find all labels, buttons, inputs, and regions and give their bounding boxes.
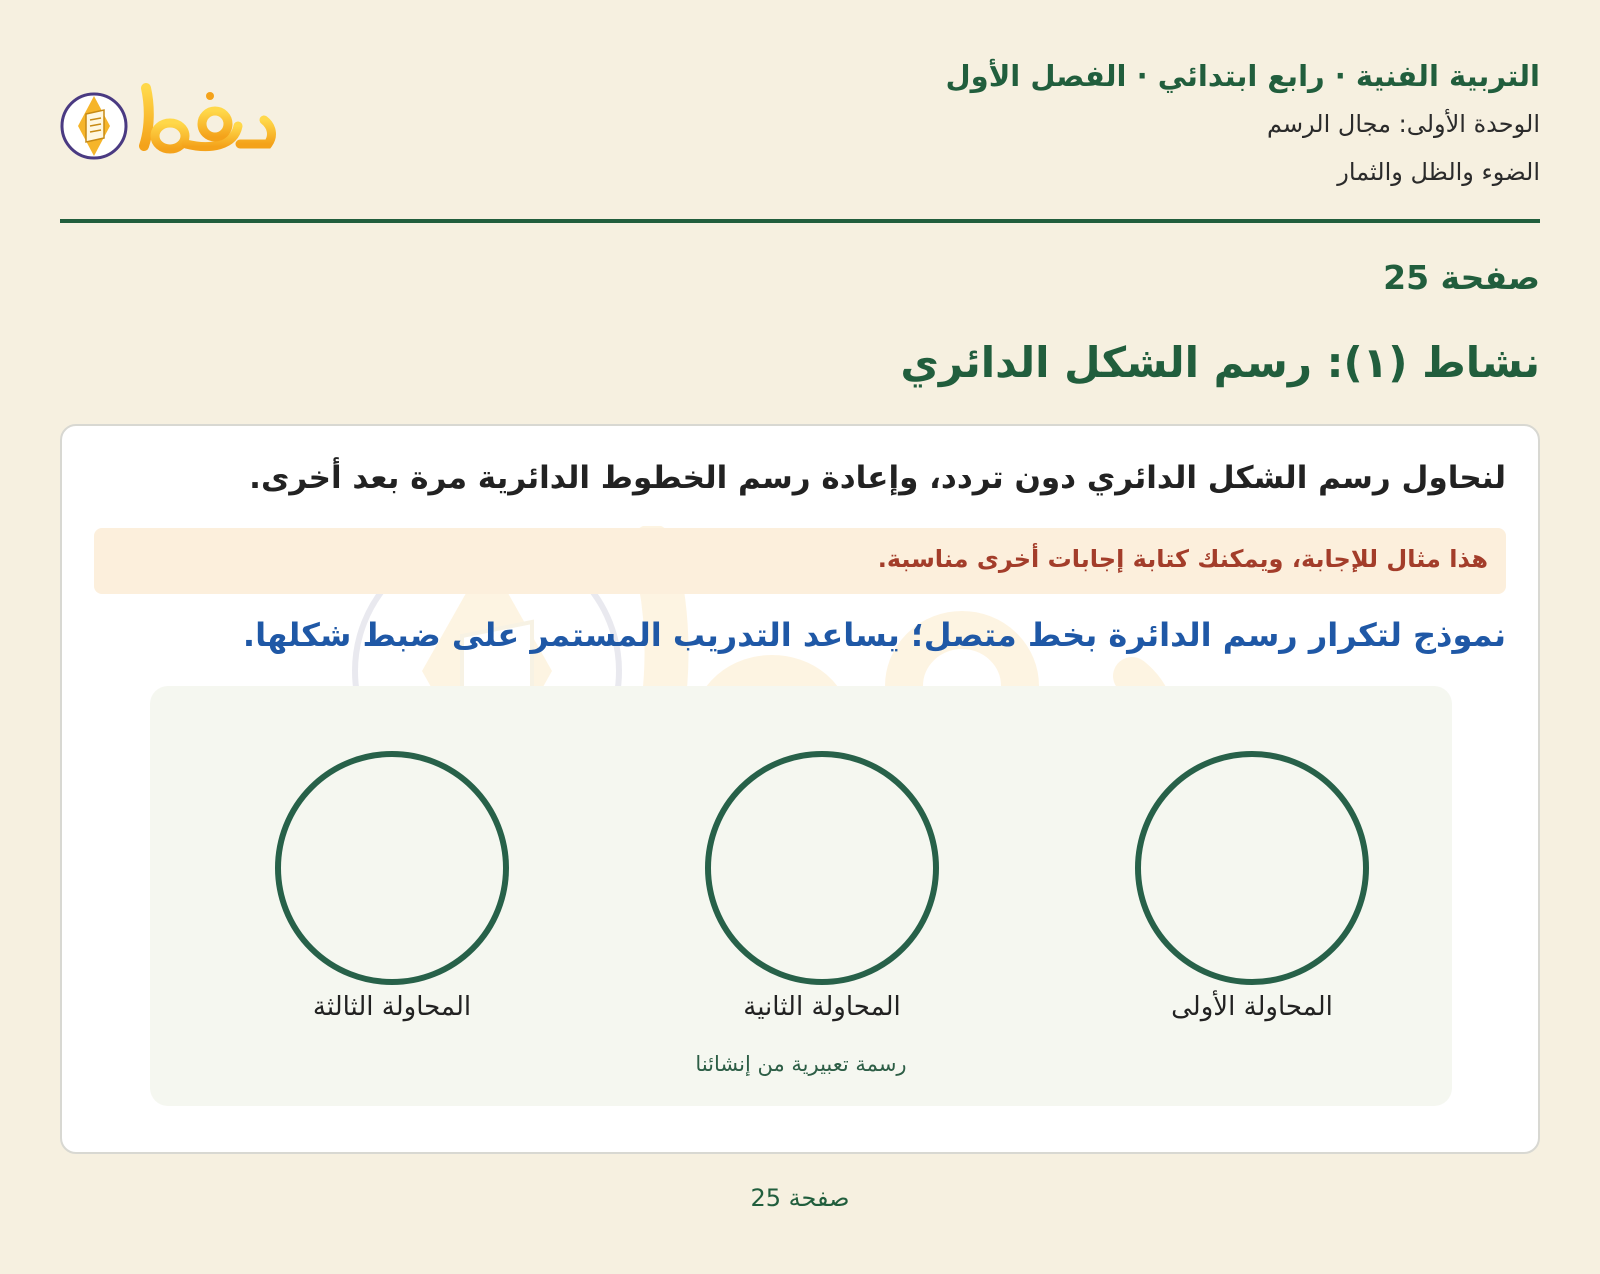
attempt-label: المحاولة الأولى bbox=[1171, 992, 1333, 1022]
activity-title: نشاط (١): رسم الشكل الدائري bbox=[900, 338, 1540, 387]
worksheet-page bbox=[60, 0, 1540, 1274]
attempt-first bbox=[1102, 748, 1402, 1022]
course-title: التربية الفنية · رابع ابتدائي · الفصل الأول bbox=[945, 59, 1540, 93]
hulul-logo-icon bbox=[60, 80, 280, 160]
drawing-caption: رسمة تعبيرية من إنشائنا bbox=[695, 1052, 907, 1076]
hulul-logo bbox=[60, 80, 280, 160]
activity-instruction: لنحاول رسم الشكل الدائري دون تردد، وإعادة رسم الخطوط الدائرية مرة بعد أخرى. bbox=[249, 460, 1506, 496]
drawn-circle-icon bbox=[702, 748, 942, 988]
footer-page-number: صفحة 25 bbox=[750, 1184, 850, 1212]
answer-note-text: هذا مثال للإجابة، ويمكنك كتابة إجابات أخرى مناسبة. bbox=[877, 545, 1488, 573]
attempt-third bbox=[242, 748, 542, 1022]
attempt-label: المحاولة الثانية bbox=[743, 992, 901, 1022]
answer-note-box bbox=[94, 528, 1506, 594]
drawn-circle-icon bbox=[272, 748, 512, 988]
page-header bbox=[60, 52, 1540, 202]
attempt-second bbox=[672, 748, 972, 1022]
lesson-title: الضوء والظل والثمار bbox=[1337, 158, 1540, 186]
activity-card bbox=[60, 424, 1540, 1154]
unit-title: الوحدة الأولى: مجال الرسم bbox=[1266, 110, 1540, 138]
header-divider bbox=[60, 219, 1540, 223]
model-answer-text: نموذج لتكرار رسم الدائرة بخط متصل؛ يساعد التدريب المستمر على ضبط شكلها. bbox=[242, 616, 1506, 654]
header-text-block bbox=[946, 52, 1541, 196]
circle-drawing-panel bbox=[150, 686, 1452, 1106]
drawn-circle-icon bbox=[1132, 748, 1372, 988]
attempt-label: المحاولة الثالثة bbox=[312, 992, 472, 1022]
page-number-heading: صفحة 25 bbox=[1383, 258, 1540, 297]
